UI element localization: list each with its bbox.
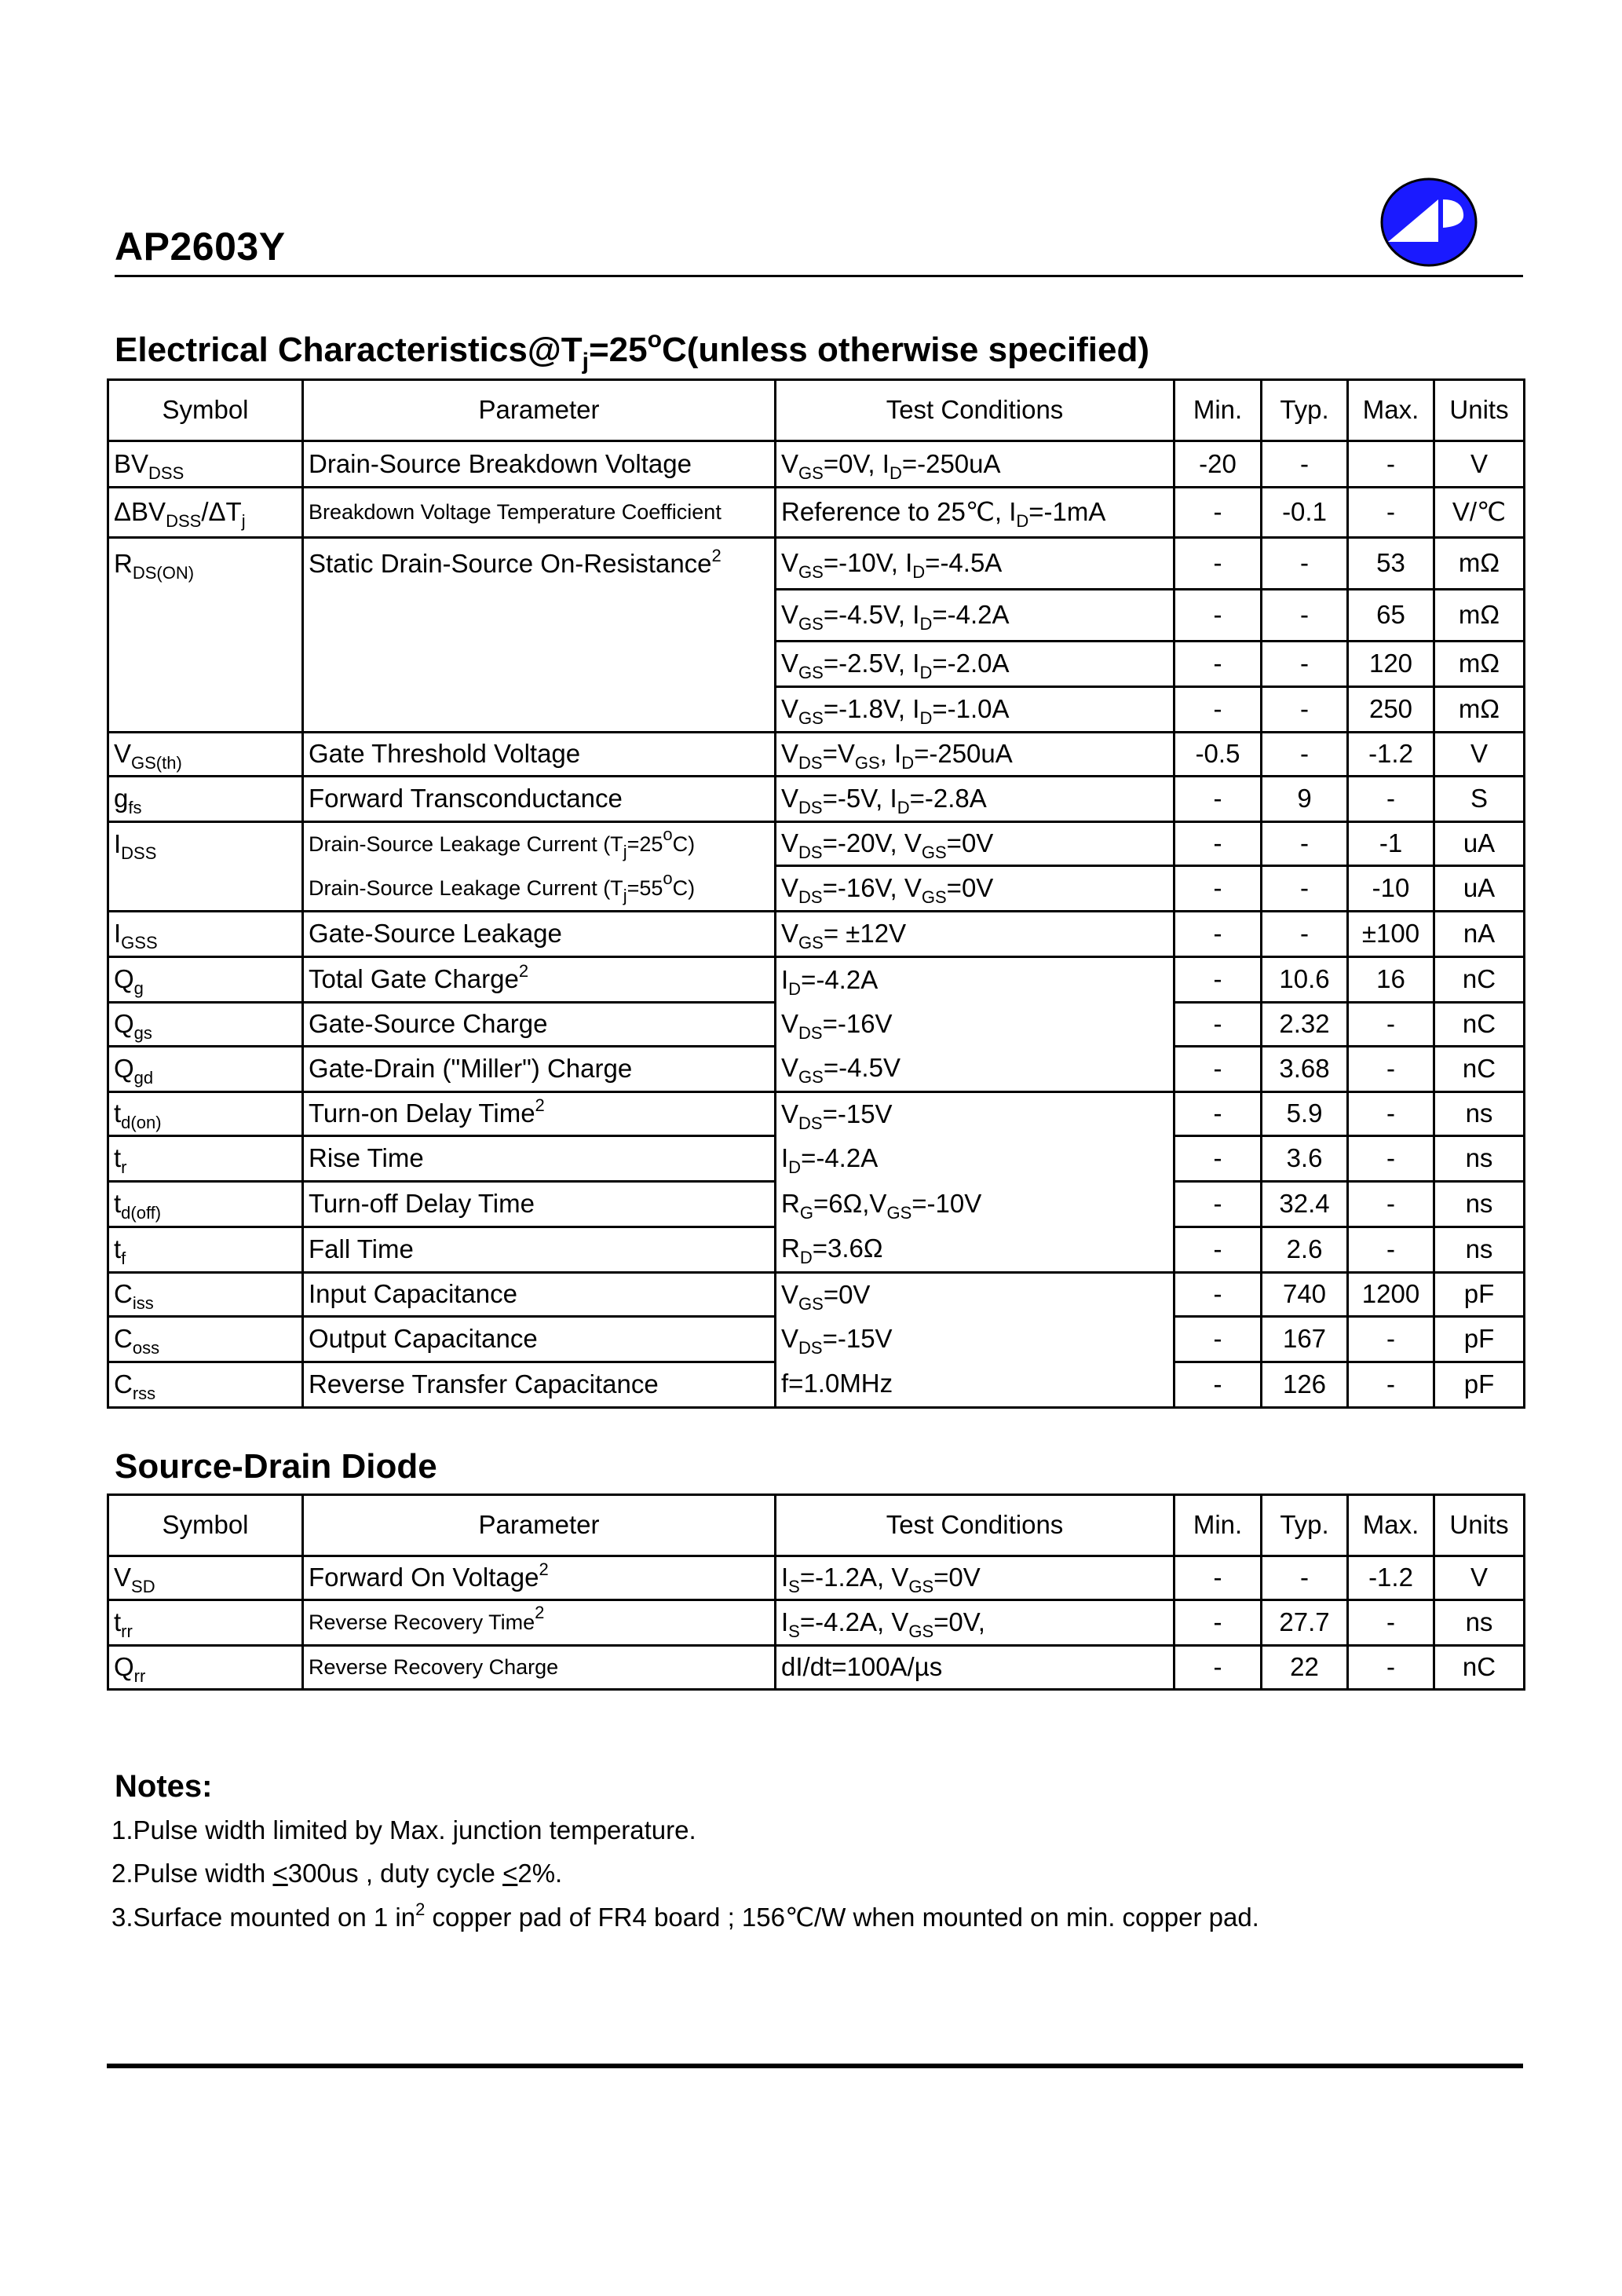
elec-cell-typ: 3.6: [1262, 1136, 1348, 1182]
elec-cell-parameter: Drain-Source Breakdown Voltage: [303, 441, 776, 488]
electrical-characteristics-table: [107, 378, 1525, 1409]
elec-cell-typ: 32.4: [1262, 1182, 1348, 1227]
elec-cell-max: -: [1348, 441, 1434, 488]
elec-cell-parameter: Forward Transconductance: [303, 777, 776, 822]
diode-header-symbol: Symbol: [108, 1495, 303, 1556]
elec-cell-symbol: $t_r$: [108, 1136, 303, 1182]
elec-cell-min: -: [1174, 538, 1262, 590]
elec-cell-units: pF: [1434, 1362, 1525, 1408]
elec-cell-test-conditions: $V_{GS}=0V$, $I_D=-250uA$: [776, 441, 1174, 488]
table-row: [108, 687, 1525, 733]
elec-cell-min: -: [1174, 1362, 1262, 1408]
elec-cell-test-conditions: $V_{GS}=-4.5V$: [776, 1047, 1174, 1092]
elec-cell-symbol: $BV_{DSS}$: [108, 441, 303, 488]
elec-cell-min: -20: [1174, 441, 1262, 488]
note-3: 3.Surface mounted on 1 $in^2$ copper pad of FR4 board ; 156℃/W when mounted on min. copper pad.: [111, 1899, 1259, 1932]
elec-cell-parameter: [303, 687, 776, 733]
elec-cell-max: -: [1348, 1092, 1434, 1136]
elec-cell-units: uA: [1434, 866, 1525, 912]
elec-cell-symbol: $R_{DS(ON)}$: [108, 538, 303, 590]
elec-cell-max: -1.2: [1348, 733, 1434, 777]
elec-cell-test-conditions: $I_D=-4.2A$: [776, 1136, 1174, 1182]
elec-cell-typ: 10.6: [1262, 957, 1348, 1003]
electrical-heading: Electrical $Characteristics@T_j=25^oC(unless$ otherwise specified): [115, 327, 1150, 375]
elec-cell-min: -: [1174, 957, 1262, 1003]
elec-header-max: Max.: [1348, 380, 1434, 441]
elec-cell-symbol: [108, 642, 303, 687]
table-row: [108, 538, 1525, 590]
elec-cell-parameter: Turn-off Delay Time: [303, 1182, 776, 1227]
diode-cell-typ: 27.7: [1262, 1600, 1348, 1646]
elec-cell-units: ns: [1434, 1182, 1525, 1227]
elec-cell-symbol: $Q_{gd}$: [108, 1047, 303, 1092]
elec-cell-typ: -: [1262, 538, 1348, 590]
elec-cell-typ: 9: [1262, 777, 1348, 822]
elec-cell-min: -: [1174, 1092, 1262, 1136]
elec-cell-typ: -: [1262, 441, 1348, 488]
elec-cell-max: 65: [1348, 590, 1434, 642]
elec-cell-symbol: $t_{d(on)}$: [108, 1092, 303, 1136]
diode-cell-units: V: [1434, 1556, 1525, 1600]
elec-cell-max: -: [1348, 777, 1434, 822]
elec-cell-min: -: [1174, 866, 1262, 912]
elec-cell-typ: 126: [1262, 1362, 1348, 1408]
elec-header-min: Min.: [1174, 380, 1262, 441]
elec-cell-test-conditions: $V_{DS}=-15V$: [776, 1092, 1174, 1136]
table-row: [108, 488, 1525, 538]
elec-cell-test-conditions: $R_G=6\Omega,V_{GS}=-10V$: [776, 1182, 1174, 1227]
elec-cell-symbol: $I_{DSS}$: [108, 822, 303, 866]
elec-cell-units: mΩ: [1434, 590, 1525, 642]
diode-cell-parameter: Reverse Recovery Time$^2$: [303, 1600, 776, 1646]
note-1: 1.Pulse width limited by Max. junction temperature.: [111, 1815, 696, 1844]
elec-cell-max: -10: [1348, 866, 1434, 912]
elec-cell-symbol: $g_{fs}$: [108, 777, 303, 822]
diode-cell-symbol: $V_{SD}$: [108, 1556, 303, 1600]
table-row: [108, 590, 1525, 642]
table-row: [108, 912, 1525, 957]
diode-cell-units: nC: [1434, 1646, 1525, 1690]
elec-cell-typ: 2.32: [1262, 1003, 1348, 1047]
elec-cell-typ: -: [1262, 687, 1348, 733]
elec-header-symbol: Symbol: [108, 380, 303, 441]
diode-cell-typ: -: [1262, 1556, 1348, 1600]
elec-cell-max: -: [1348, 488, 1434, 538]
diode-cell-min: -: [1174, 1600, 1262, 1646]
elec-cell-max: 250: [1348, 687, 1434, 733]
elec-cell-parameter: Gate-Drain ("Miller") Charge: [303, 1047, 776, 1092]
elec-cell-parameter: Gate Threshold Voltage: [303, 733, 776, 777]
elec-cell-units: mΩ: [1434, 687, 1525, 733]
diode-cell-max: -1.2: [1348, 1556, 1434, 1600]
elec-cell-min: -: [1174, 777, 1262, 822]
elec-cell-parameter: Fall Time: [303, 1227, 776, 1273]
elec-cell-units: V/℃: [1434, 488, 1525, 538]
table-row: [108, 957, 1525, 1003]
elec-cell-symbol: $I_{GSS}$: [108, 912, 303, 957]
elec-cell-units: ns: [1434, 1136, 1525, 1182]
elec-cell-units: ns: [1434, 1227, 1525, 1273]
elec-cell-units: V: [1434, 441, 1525, 488]
elec-cell-max: -1: [1348, 822, 1434, 866]
diode-cell-symbol: $t_{rr}$: [108, 1600, 303, 1646]
elec-cell-units: pF: [1434, 1317, 1525, 1362]
table-row: [108, 1047, 1525, 1092]
diode-cell-max: -: [1348, 1646, 1434, 1690]
elec-cell-typ: 5.9: [1262, 1092, 1348, 1136]
elec-cell-min: -: [1174, 1047, 1262, 1092]
elec-cell-max: 120: [1348, 642, 1434, 687]
elec-cell-parameter: Static Drain-Source On-Resistance$^2$: [303, 538, 776, 590]
elec-cell-parameter: Breakdown Voltage Temperature Coefficient: [303, 488, 776, 538]
diode-cell-units: ns: [1434, 1600, 1525, 1646]
elec-cell-min: -: [1174, 1317, 1262, 1362]
table-row: [108, 1136, 1525, 1182]
elec-cell-max: 53: [1348, 538, 1434, 590]
diode-cell-symbol: $Q_{rr}$: [108, 1646, 303, 1690]
elec-cell-max: -: [1348, 1003, 1434, 1047]
elec-cell-parameter: Input Capacitance: [303, 1273, 776, 1317]
elec-cell-symbol: $C_{oss}$: [108, 1317, 303, 1362]
table-row: [108, 866, 1525, 912]
elec-cell-typ: -: [1262, 866, 1348, 912]
elec-cell-units: nC: [1434, 1003, 1525, 1047]
notes-title: Notes:: [115, 1769, 213, 1804]
elec-cell-typ: -: [1262, 912, 1348, 957]
elec-cell-test-conditions: $V_{DS}=V_{GS}$, $I_D=-250uA$: [776, 733, 1174, 777]
elec-cell-units: pF: [1434, 1273, 1525, 1317]
elec-cell-parameter: Rise Time: [303, 1136, 776, 1182]
elec-cell-symbol: [108, 590, 303, 642]
header-rule: [115, 275, 1523, 277]
elec-cell-parameter: Output Capacitance: [303, 1317, 776, 1362]
elec-header-parameter: Parameter: [303, 380, 776, 441]
table-row: [108, 441, 1525, 488]
table-row: [108, 822, 1525, 866]
diode-header-testconditions: Test Conditions: [776, 1495, 1174, 1556]
elec-cell-parameter: [303, 642, 776, 687]
part-number: AP2603Y: [115, 225, 286, 269]
elec-cell-typ: -: [1262, 590, 1348, 642]
elec-cell-symbol: $t_{d(off)}$: [108, 1182, 303, 1227]
diode-cell-min: -: [1174, 1646, 1262, 1690]
elec-cell-typ: 3.68: [1262, 1047, 1348, 1092]
elec-cell-test-conditions: $V_{GS}=0V$: [776, 1273, 1174, 1317]
ap-logo: [1379, 176, 1479, 269]
elec-cell-parameter: Gate-Source Leakage: [303, 912, 776, 957]
elec-cell-min: -0.5: [1174, 733, 1262, 777]
elec-cell-symbol: [108, 687, 303, 733]
elec-cell-typ: 2.6: [1262, 1227, 1348, 1273]
elec-cell-units: nC: [1434, 957, 1525, 1003]
diode-header-parameter: Parameter: [303, 1495, 776, 1556]
elec-cell-parameter: Turn-on Delay Time$^2$: [303, 1092, 776, 1136]
elec-cell-min: -: [1174, 1227, 1262, 1273]
elec-cell-symbol: $Q_{gs}$: [108, 1003, 303, 1047]
table-row: [108, 1362, 1525, 1408]
diode-cell-test-conditions: $I_S=-1.2A$, $V_{GS}=0V$: [776, 1556, 1174, 1600]
elec-cell-test-conditions: $V_{DS}=-16V$: [776, 1003, 1174, 1047]
diode-cell-parameter: Forward On Voltage$^2$: [303, 1556, 776, 1600]
table-row: [108, 1003, 1525, 1047]
elec-cell-symbol: [108, 866, 303, 912]
elec-cell-max: ±100: [1348, 912, 1434, 957]
elec-cell-test-conditions: $V_{DS}=-5V$, $I_D=-2.8A$: [776, 777, 1174, 822]
elec-cell-test-conditions: $V_{DS}=-16V$, $V_{GS}=0V$: [776, 866, 1174, 912]
table-row: [108, 1556, 1525, 1600]
elec-cell-units: nC: [1434, 1047, 1525, 1092]
elec-cell-max: 1200: [1348, 1273, 1434, 1317]
elec-cell-units: mΩ: [1434, 538, 1525, 590]
elec-cell-typ: -: [1262, 733, 1348, 777]
elec-cell-max: -: [1348, 1182, 1434, 1227]
elec-cell-test-conditions: $V_{GS}=-1.8V$, $I_D=-1.0A$: [776, 687, 1174, 733]
table-row: [108, 642, 1525, 687]
table-row: [108, 1227, 1525, 1273]
diode-cell-min: -: [1174, 1556, 1262, 1600]
elec-header-units: Units: [1434, 380, 1525, 441]
diode-header-min: Min.: [1174, 1495, 1262, 1556]
elec-cell-test-conditions: f=1.0MHz: [776, 1362, 1174, 1408]
elec-cell-parameter: [303, 590, 776, 642]
elec-header-testconditions: Test Conditions: [776, 380, 1174, 441]
elec-cell-max: -: [1348, 1047, 1434, 1092]
elec-cell-test-conditions: $I_D=-4.2A$: [776, 957, 1174, 1003]
elec-cell-parameter: Reverse Transfer Capacitance: [303, 1362, 776, 1408]
table-row: [108, 1646, 1525, 1690]
table-row: [108, 1092, 1525, 1136]
diode-cell-test-conditions: dI/dt=100A/µs: [776, 1646, 1174, 1690]
elec-cell-units: mΩ: [1434, 642, 1525, 687]
elec-cell-test-conditions: $V_{GS}=-4.5V$, $I_D=-4.2A$: [776, 590, 1174, 642]
elec-cell-units: uA: [1434, 822, 1525, 866]
elec-cell-max: -: [1348, 1227, 1434, 1273]
elec-cell-test-conditions: $R_D=3.6\Omega$: [776, 1227, 1174, 1273]
elec-cell-parameter: Drain-Source Leakage Current $(T_j=55^oC)$: [303, 866, 776, 912]
elec-cell-symbol: $C_{rss}$: [108, 1362, 303, 1408]
elec-cell-min: -: [1174, 1182, 1262, 1227]
elec-cell-typ: 740: [1262, 1273, 1348, 1317]
table-row: [108, 1273, 1525, 1317]
diode-cell-parameter: Reverse Recovery Charge: [303, 1646, 776, 1690]
elec-cell-parameter: Drain-Source Leakage Current $(T_j=25^oC)$: [303, 822, 776, 866]
elec-cell-max: 16: [1348, 957, 1434, 1003]
diode-header-units: Units: [1434, 1495, 1525, 1556]
table-row: [108, 1600, 1525, 1646]
elec-cell-min: -: [1174, 687, 1262, 733]
elec-cell-units: ns: [1434, 1092, 1525, 1136]
elec-cell-parameter: Gate-Source Charge: [303, 1003, 776, 1047]
table-row: [108, 1182, 1525, 1227]
diode-cell-test-conditions: $I_S=-4.2A$, $V_{GS}=0V$,: [776, 1600, 1174, 1646]
elec-cell-min: -: [1174, 912, 1262, 957]
footer-rule: [107, 2064, 1523, 2068]
note-2: 2.Pulse width <300us , duty cycle <2%.: [111, 1859, 563, 1888]
elec-cell-test-conditions: $V_{GS}=-10V$, $I_D=-4.5A$: [776, 538, 1174, 590]
elec-cell-units: nA: [1434, 912, 1525, 957]
table-row: [108, 733, 1525, 777]
elec-cell-symbol: $\Delta BV_{DSS}/\Delta T_j$: [108, 488, 303, 538]
source-drain-diode-table: [107, 1493, 1525, 1691]
diode-heading: Source-Drain Diode: [115, 1447, 437, 1486]
elec-cell-test-conditions: $V_{DS}=-20V$, $V_{GS}=0V$: [776, 822, 1174, 866]
elec-cell-symbol: $t_f$: [108, 1227, 303, 1273]
elec-cell-min: -: [1174, 488, 1262, 538]
elec-cell-test-conditions: $V_{GS}= \pm 12V$: [776, 912, 1174, 957]
elec-cell-max: -: [1348, 1136, 1434, 1182]
elec-cell-symbol: $V_{GS(th)}$: [108, 733, 303, 777]
elec-cell-min: -: [1174, 642, 1262, 687]
table-row: [108, 777, 1525, 822]
elec-cell-typ: -0.1: [1262, 488, 1348, 538]
elec-cell-units: S: [1434, 777, 1525, 822]
diode-cell-typ: 22: [1262, 1646, 1348, 1690]
diode-header-typ: Typ.: [1262, 1495, 1348, 1556]
elec-cell-min: -: [1174, 590, 1262, 642]
elec-cell-symbol: $C_{iss}$: [108, 1273, 303, 1317]
elec-cell-units: V: [1434, 733, 1525, 777]
elec-cell-test-conditions: Reference to 25℃, $I_D=-1mA$: [776, 488, 1174, 538]
elec-cell-symbol: $Q_g$: [108, 957, 303, 1003]
table-row: [108, 1317, 1525, 1362]
elec-cell-min: -: [1174, 1003, 1262, 1047]
elec-cell-max: -: [1348, 1362, 1434, 1408]
elec-cell-typ: 167: [1262, 1317, 1348, 1362]
elec-cell-test-conditions: $V_{DS}=-15V$: [776, 1317, 1174, 1362]
elec-header-typ: Typ.: [1262, 380, 1348, 441]
elec-cell-max: -: [1348, 1317, 1434, 1362]
elec-cell-min: -: [1174, 1273, 1262, 1317]
diode-cell-max: -: [1348, 1600, 1434, 1646]
elec-cell-typ: -: [1262, 642, 1348, 687]
elec-cell-test-conditions: $V_{GS}=-2.5V$, $I_D=-2.0A$: [776, 642, 1174, 687]
elec-cell-parameter: Total Gate Charge$^2$: [303, 957, 776, 1003]
elec-cell-min: -: [1174, 822, 1262, 866]
diode-header-max: Max.: [1348, 1495, 1434, 1556]
elec-cell-min: -: [1174, 1136, 1262, 1182]
elec-cell-typ: -: [1262, 822, 1348, 866]
